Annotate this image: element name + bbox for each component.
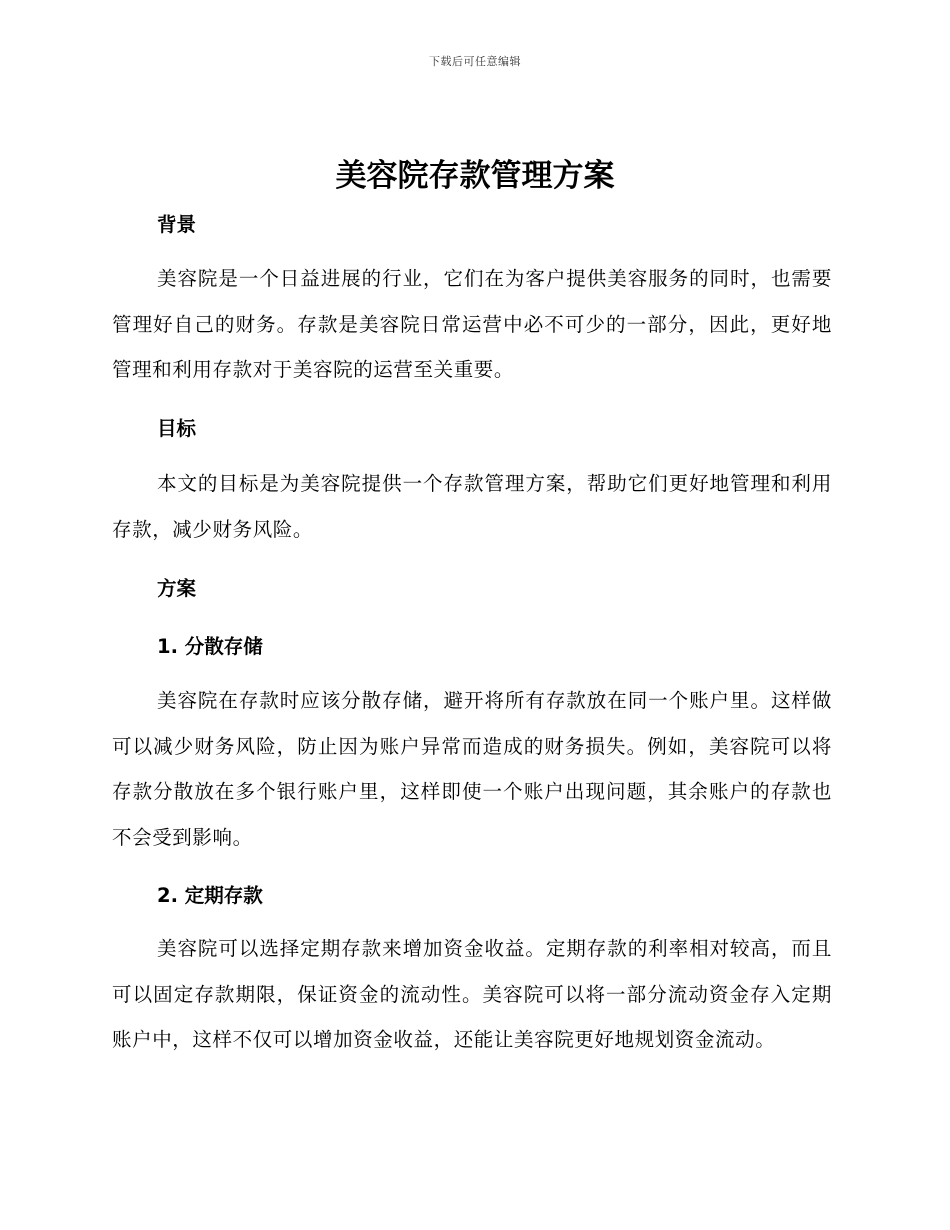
heading-goal: 目标	[157, 417, 197, 440]
heading-background: 背景	[157, 213, 197, 236]
paragraph-goal: 本文的目标是为美容院提供一个存款管理方案，帮助它们更好地管理和利用存款，减少财务风险。	[112, 472, 832, 541]
heading-plan: 方案	[157, 577, 197, 600]
heading-plan-item-1: 1. 分散存储	[157, 635, 263, 658]
paragraph-plan-item-1: 美容院在存款时应该分散存储，避开将所有存款放在同一个账户里。这样做可以减少财务风险，防止因为账户异常而造成的财务损失。例如，美容院可以将存款分散放在多个银行账户里，这样即使一个账户出现问题，其余账户的存款也不会受到影响。	[112, 689, 832, 849]
document-title: 美容院存款管理方案	[335, 158, 615, 194]
paragraph-plan-item-2: 美容院可以选择定期存款来增加资金收益。定期存款的利率相对较高，而且可以固定存款期限，保证资金的流动性。美容院可以将一部分流动资金存入定期账户中，这样不仅可以增加资金收益，还能让美容院更好地规划资金流动。	[112, 937, 832, 1051]
paragraph-background: 美容院是一个日益进展的行业，它们在为客户提供美容服务的同时，也需要管理好自己的财务。存款是美容院日常运营中必不可少的一部分，因此，更好地管理和利用存款对于美容院的运营至关重要。	[112, 267, 832, 381]
heading-plan-item-2: 2. 定期存款	[157, 884, 263, 907]
header-note: 下载后可任意编辑	[429, 55, 521, 68]
